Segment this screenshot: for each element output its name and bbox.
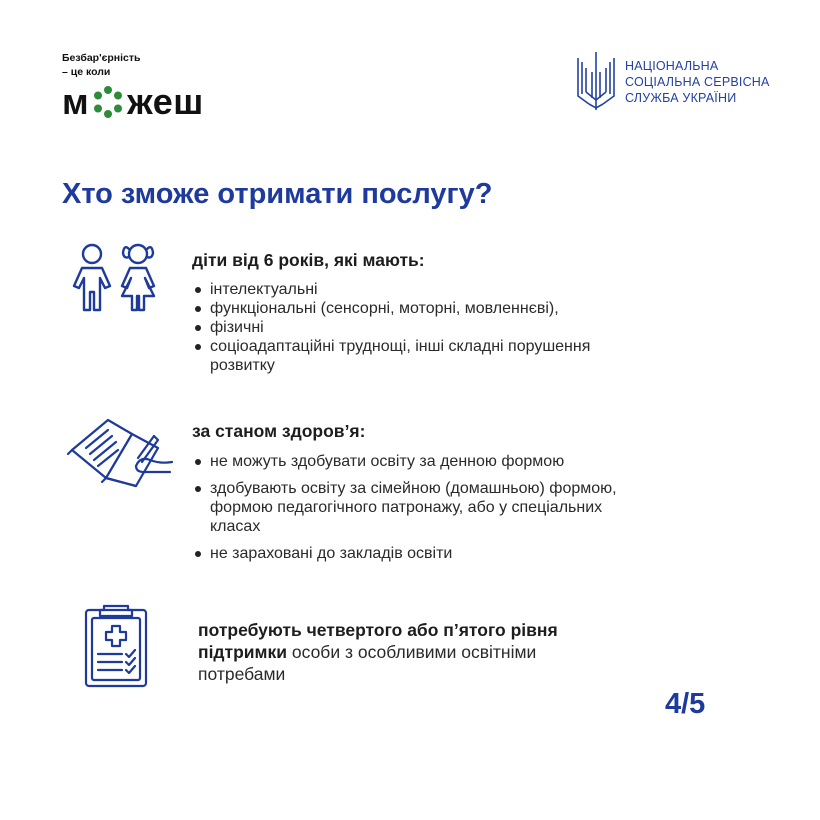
book-writing-icon [66,412,176,490]
tagline-line2: – це коли [62,66,111,78]
brand-tagline [62,51,141,79]
list-item: здобувають освіту за сімейною (домашньою) формою, формою педагогічного патронажу, або у спеціальних класах [192,479,640,536]
section-children-heading: діти від 6 років, які мають: [192,250,425,270]
support-bold-text: потребують четвертого або п’ятого рівня підтримки [198,620,558,662]
brand-text-start: м [62,81,90,122]
list-item: фізичні [192,318,667,337]
section-children-list [192,280,667,375]
list-item: не можуть здобувати освіту за денною формою [192,452,662,471]
section-health-heading: за станом здоров’я: [192,421,366,441]
section-children [192,250,667,375]
list-item: інтелектуальні [192,280,667,299]
nsss-line1: НАЦІОНАЛЬНА [625,59,719,73]
page-title: Хто зможе отримати послугу? [62,178,493,210]
tagline-line1: Безбар'єрність [62,52,141,64]
list-item: соціоадаптаційні труднощі, інші складні порушення розвитку [192,337,610,375]
nsss-line2: СОЦІАЛЬНА СЕРВІСНА [625,75,770,89]
children-icon [68,240,164,314]
list-item: функціональні (сенсорні, моторні, мовленнєві), [192,299,667,318]
section-health [192,421,662,571]
section-health-list [192,452,662,563]
brand-logo [62,81,204,122]
page-counter: 4/5 [665,688,706,720]
medical-clipboard-icon [82,602,150,688]
section-support-text [198,619,628,685]
flower-dots-icon [91,85,125,119]
support-normal-text: особи з особливими освітніми потребами [198,642,537,684]
nsss-name [625,58,770,106]
nsss-line3: СЛУЖБА УКРАЇНИ [625,91,737,105]
trident-emblem-icon [575,50,617,112]
list-item: не зараховані до закладів освіти [192,544,662,563]
brand-text-end: жеш [127,81,204,122]
